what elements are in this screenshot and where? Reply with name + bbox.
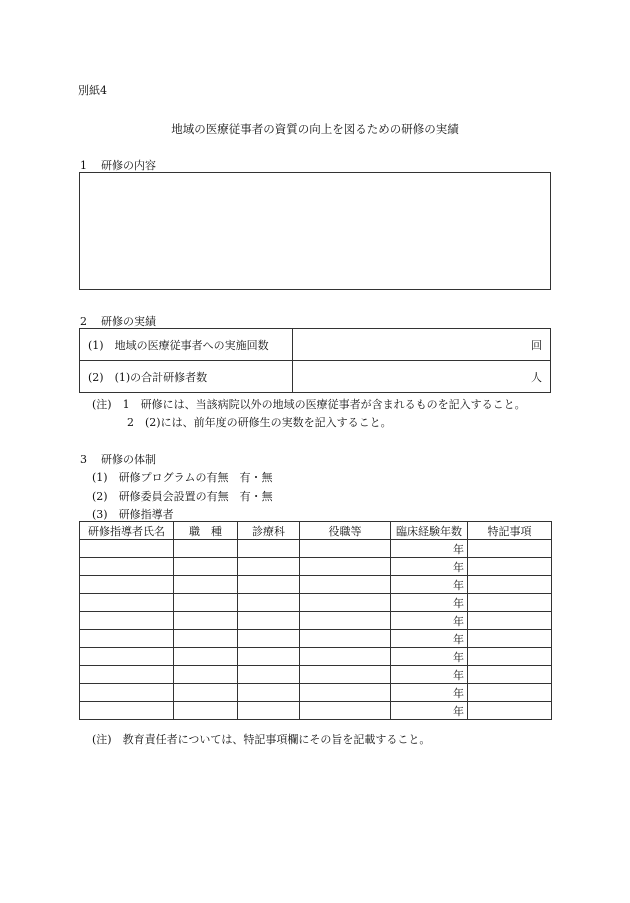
results-unit-trainees: 人 (531, 370, 542, 384)
table-row (80, 612, 552, 630)
cell-instructor-name[interactable] (80, 594, 174, 612)
cell-clinical-years[interactable] (391, 594, 468, 612)
instructors-table (79, 521, 552, 720)
cell-clinical-years[interactable] (391, 612, 468, 630)
cell-remarks[interactable] (468, 648, 552, 666)
year-unit: 年 (453, 614, 464, 628)
col-department: 診療科 (238, 522, 300, 540)
section3-number: 3 (80, 453, 87, 466)
section2-note-2: 2 (2)には、前年度の研修生の実数を記入すること。 (127, 416, 392, 429)
section2-note-1: (注) 1 研修には、当該病院以外の地域の医療従事者が含まれるものを記入すること。 (92, 398, 526, 411)
cell-instructor-name[interactable] (80, 684, 174, 702)
section1-heading (80, 157, 156, 173)
col-occupation: 職 種 (174, 522, 238, 540)
section3-note: (注) 教育責任者については、特記事項欄にその旨を記載すること。 (92, 733, 431, 746)
col-clinical-years: 臨床経験年数 (391, 522, 468, 540)
cell-clinical-years[interactable] (391, 540, 468, 558)
cell-occupation[interactable] (174, 594, 238, 612)
cell-clinical-years[interactable] (391, 684, 468, 702)
cell-occupation[interactable] (174, 684, 238, 702)
cell-remarks[interactable] (468, 666, 552, 684)
cell-position[interactable] (300, 702, 391, 720)
year-unit: 年 (453, 668, 464, 682)
cell-remarks[interactable] (468, 594, 552, 612)
cell-clinical-years[interactable] (391, 666, 468, 684)
cell-department[interactable] (238, 702, 300, 720)
cell-remarks[interactable] (468, 630, 552, 648)
section2-title: 研修の実績 (101, 315, 156, 328)
cell-occupation[interactable] (174, 666, 238, 684)
section3-title: 研修の体制 (101, 453, 156, 466)
table-header-row (80, 522, 552, 540)
table-row (80, 666, 552, 684)
cell-remarks[interactable] (468, 558, 552, 576)
year-unit: 年 (453, 560, 464, 574)
program-availability: (1) 研修プログラムの有無 有・無 (92, 471, 273, 484)
table-row (80, 594, 552, 612)
table-row (80, 361, 551, 393)
section3-heading (80, 451, 156, 467)
cell-position[interactable] (300, 630, 391, 648)
section1-title: 研修の内容 (101, 159, 156, 172)
cell-clinical-years[interactable] (391, 576, 468, 594)
table-row (80, 540, 552, 558)
cell-department[interactable] (238, 630, 300, 648)
committee-availability: (2) 研修委員会設置の有無 有・無 (92, 490, 273, 503)
year-unit: 年 (453, 686, 464, 700)
cell-department[interactable] (238, 594, 300, 612)
cell-remarks[interactable] (468, 612, 552, 630)
cell-remarks[interactable] (468, 684, 552, 702)
section1-number: 1 (80, 159, 87, 172)
cell-occupation[interactable] (174, 576, 238, 594)
cell-department[interactable] (238, 558, 300, 576)
section2-number: 2 (80, 315, 87, 328)
table-row (80, 329, 551, 361)
cell-occupation[interactable] (174, 702, 238, 720)
cell-occupation[interactable] (174, 558, 238, 576)
results-label-sessions: (1) 地域の医療従事者への実施回数 (80, 329, 293, 361)
cell-position[interactable] (300, 540, 391, 558)
year-unit: 年 (453, 704, 464, 718)
cell-instructor-name[interactable] (80, 666, 174, 684)
col-remarks: 特記事項 (468, 522, 552, 540)
cell-instructor-name[interactable] (80, 558, 174, 576)
cell-department[interactable] (238, 576, 300, 594)
year-unit: 年 (453, 596, 464, 610)
results-value-sessions[interactable] (293, 329, 551, 361)
cell-instructor-name[interactable] (80, 702, 174, 720)
cell-department[interactable] (238, 666, 300, 684)
cell-occupation[interactable] (174, 630, 238, 648)
cell-position[interactable] (300, 558, 391, 576)
cell-clinical-years[interactable] (391, 630, 468, 648)
cell-position[interactable] (300, 594, 391, 612)
results-value-trainees[interactable] (293, 361, 551, 393)
cell-instructor-name[interactable] (80, 648, 174, 666)
cell-position[interactable] (300, 612, 391, 630)
cell-instructor-name[interactable] (80, 630, 174, 648)
cell-department[interactable] (238, 684, 300, 702)
page-label: 別紙4 (78, 84, 107, 97)
cell-occupation[interactable] (174, 648, 238, 666)
cell-instructor-name[interactable] (80, 540, 174, 558)
col-instructor-name: 研修指導者氏名 (80, 522, 174, 540)
cell-clinical-years[interactable] (391, 702, 468, 720)
cell-occupation[interactable] (174, 612, 238, 630)
instructors-heading: (3) 研修指導者 (92, 508, 174, 521)
table-row (80, 576, 552, 594)
cell-clinical-years[interactable] (391, 558, 468, 576)
table-row (80, 630, 552, 648)
cell-remarks[interactable] (468, 576, 552, 594)
cell-department[interactable] (238, 540, 300, 558)
table-row (80, 648, 552, 666)
cell-instructor-name[interactable] (80, 576, 174, 594)
document-title: 地域の医療従事者の資質の向上を図るための研修の実績 (171, 122, 459, 136)
year-unit: 年 (453, 542, 464, 556)
cell-position[interactable] (300, 648, 391, 666)
cell-position[interactable] (300, 684, 391, 702)
cell-position[interactable] (300, 666, 391, 684)
cell-department[interactable] (238, 648, 300, 666)
col-position: 役職等 (300, 522, 391, 540)
year-unit: 年 (453, 650, 464, 664)
cell-department[interactable] (238, 612, 300, 630)
year-unit: 年 (453, 632, 464, 646)
cell-remarks[interactable] (468, 540, 552, 558)
cell-position[interactable] (300, 576, 391, 594)
cell-clinical-years[interactable] (391, 648, 468, 666)
cell-occupation[interactable] (174, 540, 238, 558)
training-content-box[interactable] (79, 172, 551, 290)
table-row (80, 702, 552, 720)
section2-heading (80, 313, 156, 329)
table-row (80, 684, 552, 702)
year-unit: 年 (453, 578, 464, 592)
table-row (80, 558, 552, 576)
cell-instructor-name[interactable] (80, 612, 174, 630)
results-unit-sessions: 回 (531, 338, 542, 352)
training-results-table (79, 328, 551, 393)
cell-remarks[interactable] (468, 702, 552, 720)
results-label-trainees: (2) (1)の合計研修者数 (80, 361, 293, 393)
